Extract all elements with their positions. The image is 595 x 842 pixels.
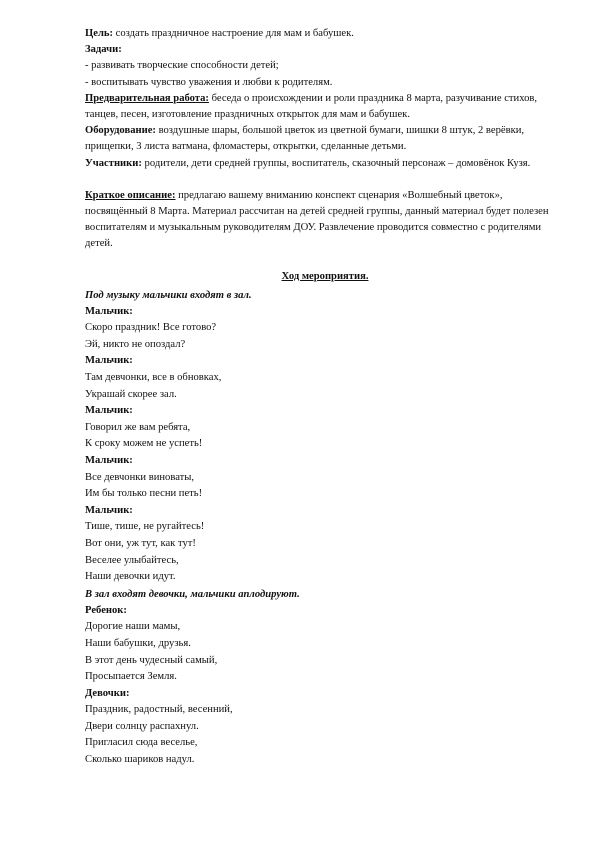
participants-text: родители, дети средней группы, воспитатель, сказочный персонаж – домовёнок Кузя. <box>141 157 531 169</box>
summary-text: предлагаю вашему вниманию конспект сценария «Волшебный цветок», посвящённый 8 Марта. Материал рассчитан на детей средней группы, данный материал будет полезен воспитателям и музыкальным руководителям ДОУ. Развлечение проводится совместно с родителями детей. <box>85 189 549 250</box>
task-item: - развивать творческие способности детей; <box>85 60 279 72</box>
equipment-paragraph <box>85 123 565 155</box>
equipment-text: воздушные шары, большой цветок из цветной бумаги, шишки 8 штук, 2 верёвки, прищепки, 3 листа ватмана, фломастеры, открытки, сделанные детьми. <box>85 125 525 153</box>
verse-line: Эй, никто не опоздал? <box>85 338 186 350</box>
tasks-label: Задачи: <box>85 44 122 56</box>
verse-line: Дорогие наши мамы, <box>85 621 181 633</box>
verse-line: Тише, тише, не ругайтесь! <box>85 521 205 533</box>
script-body <box>85 287 565 769</box>
verse-line: Вот они, уж тут, как тут! <box>85 537 196 549</box>
verse-line: Им бы только песни петь! <box>85 488 203 500</box>
equipment-label: Оборудование: <box>85 125 156 137</box>
verse-line: Просыпается Земля. <box>85 671 177 683</box>
prep-text: беседа о происхождении и роли праздника 8 марта, разучивание стихов, танцев, песен, изготовление праздничных открыток для мам и бабушек. <box>85 92 538 121</box>
speaker-name: Мальчик: <box>85 305 133 317</box>
speaker-name: Мальчик: <box>85 454 133 466</box>
verse-line: Веселее улыбайтесь, <box>85 554 179 566</box>
speaker-name: Мальчик: <box>85 504 133 516</box>
goal-text: создать праздничное настроение для мам и бабушек. <box>113 28 354 39</box>
verse-line: Все девчонки виноваты, <box>85 471 195 483</box>
goal-paragraph <box>85 26 565 42</box>
summary-label: Краткое описание: <box>85 189 176 201</box>
prep-label: Предварительная работа: <box>85 92 209 104</box>
verse-line: Украшай скорее зал. <box>85 388 177 400</box>
verse-line: Наши девочки идут. <box>85 571 176 583</box>
verse-line: Там девчонки, все в обновках, <box>85 372 222 384</box>
verse-line: Наши бабушки, друзья. <box>85 637 191 649</box>
verse-line: Говорил же вам ребята, <box>85 421 191 433</box>
speaker-name: Ребенок: <box>85 604 127 616</box>
speaker-name: Мальчик: <box>85 355 133 367</box>
participants-paragraph <box>85 156 565 172</box>
verse-line: Пригласил сюда веселье, <box>85 737 198 749</box>
verse-line: Праздник, радостный, весенний, <box>85 704 233 716</box>
participants-label: Участники: <box>85 157 142 169</box>
speaker-name: Девочки: <box>85 687 130 699</box>
goal-label: Цель: <box>85 28 114 39</box>
task-item: - воспитывать чувство уважения и любви к родителям. <box>85 76 333 88</box>
verse-line: Сколько шариков надул. <box>85 754 195 766</box>
prep-paragraph <box>85 91 565 123</box>
verse-line: Двери солнцу распахнул. <box>85 720 199 732</box>
tasks-heading-paragraph <box>85 42 565 58</box>
event-heading: Ход мероприятия. <box>281 270 369 282</box>
document-page <box>85 26 565 769</box>
summary-paragraph <box>85 188 565 253</box>
speaker-name: Мальчик: <box>85 405 133 417</box>
stage-direction: В зал входят девочки, мальчики аплодируют. <box>85 588 300 600</box>
verse-line: К сроку можем не успеть! <box>85 438 203 450</box>
stage-direction: Под музыку мальчики входят в зал. <box>85 289 252 301</box>
spacer <box>85 253 565 269</box>
spacer <box>85 172 565 188</box>
verse-line: В этот день чудесный самый, <box>85 654 218 666</box>
verse-line: Скоро праздник! Все готово? <box>85 322 217 334</box>
